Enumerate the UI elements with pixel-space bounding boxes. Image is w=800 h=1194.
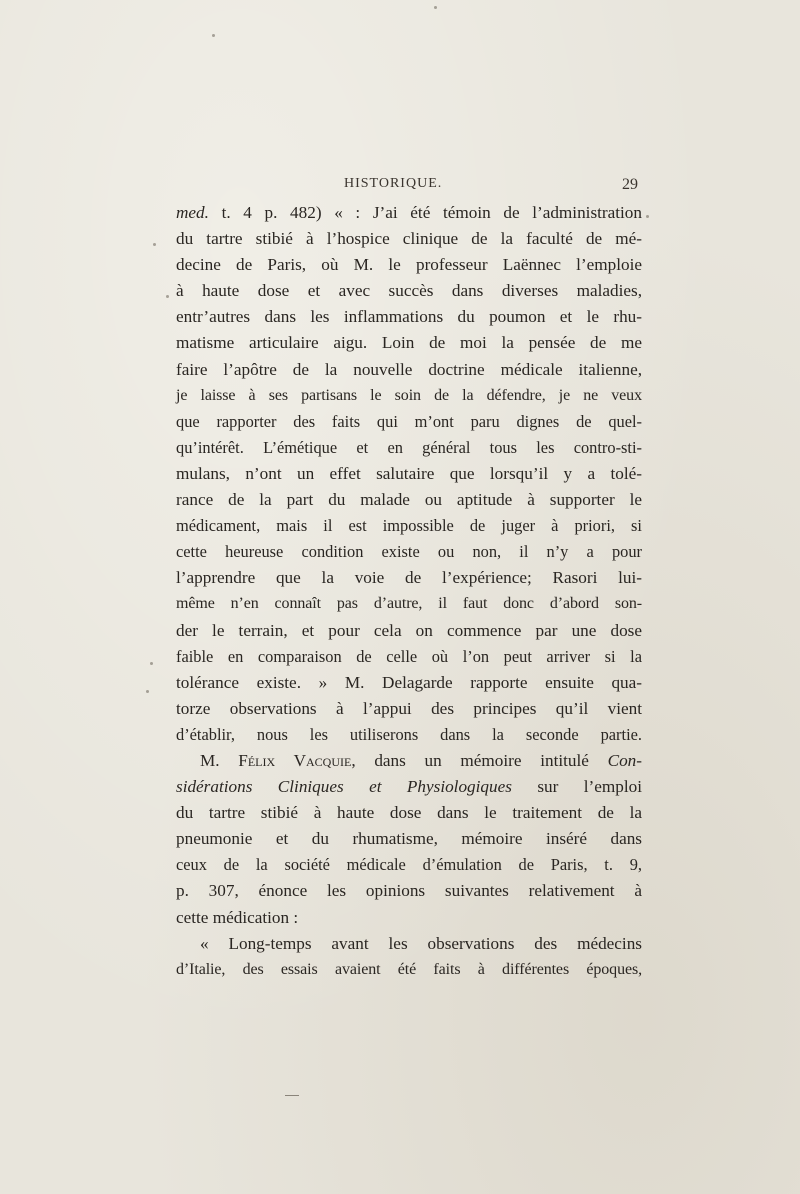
text-run: t. 4 p. 482) « : J’ai été témoin de l’administration [208, 203, 642, 222]
paper-speck [146, 690, 149, 693]
text-line [176, 774, 642, 800]
text-line [176, 722, 642, 748]
text-line [176, 878, 642, 904]
text-line [176, 487, 642, 513]
text-line [176, 461, 642, 487]
text-run: « Long-temps avant les observations des médecins [200, 933, 642, 953]
text-line [176, 435, 642, 461]
text-line [176, 644, 642, 670]
text-run: cette heureuse condition existe ou non, il n’y a pour [176, 542, 642, 562]
text-run: mulans, n’ont un effet salutaire que lorsqu’il y a tolé- [176, 463, 642, 483]
text-line [176, 905, 642, 931]
text-run: du tartre stibié à l’hospice clinique de la faculté de mé- [176, 229, 642, 249]
text-run: torze observations à l’appui des principes qu’il vient [176, 698, 642, 718]
text-run: sur l’emploi [511, 777, 642, 797]
text-run: d’Italie, des essais avaient été faits à différentes époques, [176, 960, 642, 978]
text-line [176, 957, 642, 983]
text-run: der le terrain, et pour cela on commence par une dose [176, 620, 642, 640]
text-run: faible en comparaison de celle où l’on peut arriver si la [176, 646, 642, 666]
text-line [176, 252, 642, 278]
text-line [176, 670, 642, 696]
text-line [176, 304, 642, 330]
text-line [176, 226, 642, 252]
author-name: Félix Vacquie [238, 750, 352, 770]
text-run: faire l’apôtre de la nouvelle doctrine médicale italienne, [176, 359, 642, 379]
text-run: Con- [607, 750, 642, 770]
paper-speck [646, 215, 649, 218]
text-line [176, 852, 642, 878]
text-run: l’apprendre que la voie de l’expérience; Rasori lui- [176, 568, 642, 588]
text-run: matisme articulaire aigu. Loin de moi la pensée de me [176, 333, 642, 353]
running-title: HISTORIQUE. [344, 176, 443, 191]
running-head [176, 176, 656, 198]
text-run: decine de Paris, où M. le professeur Laënnec l’emploie [176, 255, 642, 275]
text-run: d’établir, nous les utiliserons dans la seconde partie. [176, 724, 642, 744]
work-title: sidérations Cliniques et Physiologiques [176, 777, 512, 797]
paper-speck [150, 662, 153, 665]
text-line [176, 800, 642, 826]
text-run: , dans un mémoire intitulé [351, 750, 608, 770]
page-number: 29 [622, 176, 638, 193]
text-run: je laisse à ses partisans le soin de la défendre, je ne veux [176, 386, 642, 404]
text-line [176, 330, 642, 356]
paper-mark [285, 1095, 299, 1096]
text-run: M. [200, 750, 239, 770]
text-line [176, 539, 642, 565]
quote-start-line [176, 931, 642, 957]
paper-speck [212, 34, 215, 37]
paper-speck [434, 6, 437, 9]
text-run: rance de la part du malade ou aptitude à supporter le [176, 490, 642, 510]
text-run: que rapporter des faits qui m’ont paru dignes de quel- [176, 411, 642, 431]
text-run: tolérance existe. » M. Delagarde rapporte ensuite qua- [176, 672, 642, 692]
paragraph-start-line [176, 748, 642, 774]
text-line [176, 513, 642, 539]
text-run: ceux de la société médicale d’émulation de Paris, t. 9, [176, 855, 642, 875]
text-run: pneumonie et du rhumatisme, mémoire inséré dans [176, 829, 642, 849]
paper-speck [166, 295, 169, 298]
text-line [176, 696, 642, 722]
text-line [176, 565, 642, 591]
text-line [176, 200, 642, 226]
text-run: cette médication : [176, 907, 299, 927]
text-line [176, 591, 642, 617]
text-line [176, 383, 642, 409]
text-run: entr’autres dans les inflammations du poumon et le rhu- [176, 307, 642, 327]
text-run: même n’en connaît pas d’autre, il faut donc d’abord son- [176, 595, 642, 613]
body-text [176, 200, 642, 983]
text-run: p. 307, énonce les opinions suivantes relativement à [176, 881, 642, 901]
text-line [176, 618, 642, 644]
text-run: du tartre stibié à haute dose dans le traitement de la [176, 803, 642, 823]
text-run: qu’intérêt. L’émétique et en général tous les contro-sti- [176, 437, 642, 457]
text-line [176, 409, 642, 435]
text-run: médicament, mais il est impossible de juger à priori, si [176, 516, 642, 536]
text-line [176, 826, 642, 852]
text-run: à haute dose et avec succès dans diverses maladies, [176, 281, 642, 301]
text-run: med. [176, 203, 209, 222]
text-line [176, 357, 642, 383]
text-line [176, 278, 642, 304]
paper-speck [153, 243, 156, 246]
